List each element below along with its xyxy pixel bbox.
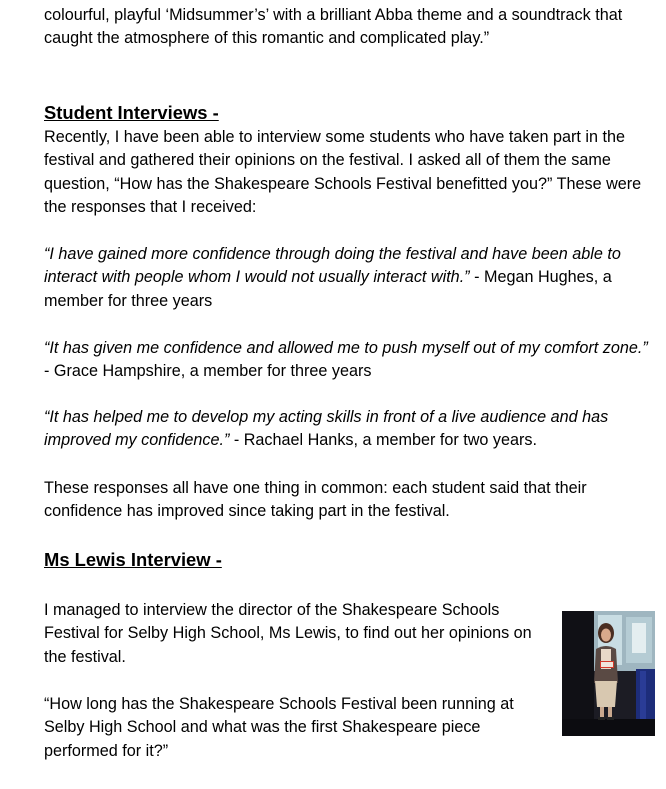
response-quote: “It has given me confidence and allowed me to push myself out of my comfort zone.” — [44, 339, 648, 357]
student-interviews-conclusion: These responses all have one thing in common: each student said that their confidence has improved since taking part in the festival. — [44, 479, 587, 521]
response-attribution: - Grace Hampshire, a member for three years — [44, 362, 372, 381]
ms-lewis-photo — [562, 611, 655, 736]
response-quote: “I have gained more confidence through doing the festival and have been able to interact with people whom I would not usually interact with.” — [44, 245, 621, 287]
ms-lewis-interview-heading: Ms Lewis Interview - — [44, 549, 222, 570]
ms-lewis-photo-image — [562, 611, 655, 736]
response-attribution: - Megan Hughes, a member for three years — [44, 268, 612, 310]
student-response-megan — [44, 243, 656, 313]
response-quote: “It has helped me to develop my acting skills in front of a live audience and has improved my confidence.” — [44, 408, 609, 450]
response-attribution: - Rachael Hanks, a member for two years. — [229, 431, 538, 450]
intro-paragraph: colourful, playful ‘Midsummer’s’ with a brilliant Abba theme and a soundtrack that caught the atmosphere of this romantic and complicated play.” — [44, 6, 623, 48]
student-response-rachael — [44, 406, 656, 453]
ms-lewis-question: “How long has the Shakespeare Schools Festival been running at Selby High School and what was the first Shakespeare piece performed for it?” — [44, 695, 514, 760]
student-response-grace — [44, 337, 656, 384]
student-interviews-intro: Recently, I have been able to interview some students who have taken part in the festival and gathered their opinions on the festival. I asked all of them the same question, “How has the Shakespeare Schools Festival benefitted you?” These were the responses that I received: — [44, 128, 642, 216]
student-interviews-heading: Student Interviews - — [44, 102, 219, 123]
ms-lewis-intro: I managed to interview the director of the Shakespeare Schools Festival for Selby High School, Ms Lewis, to find out her opinions on the festival. — [44, 601, 532, 666]
